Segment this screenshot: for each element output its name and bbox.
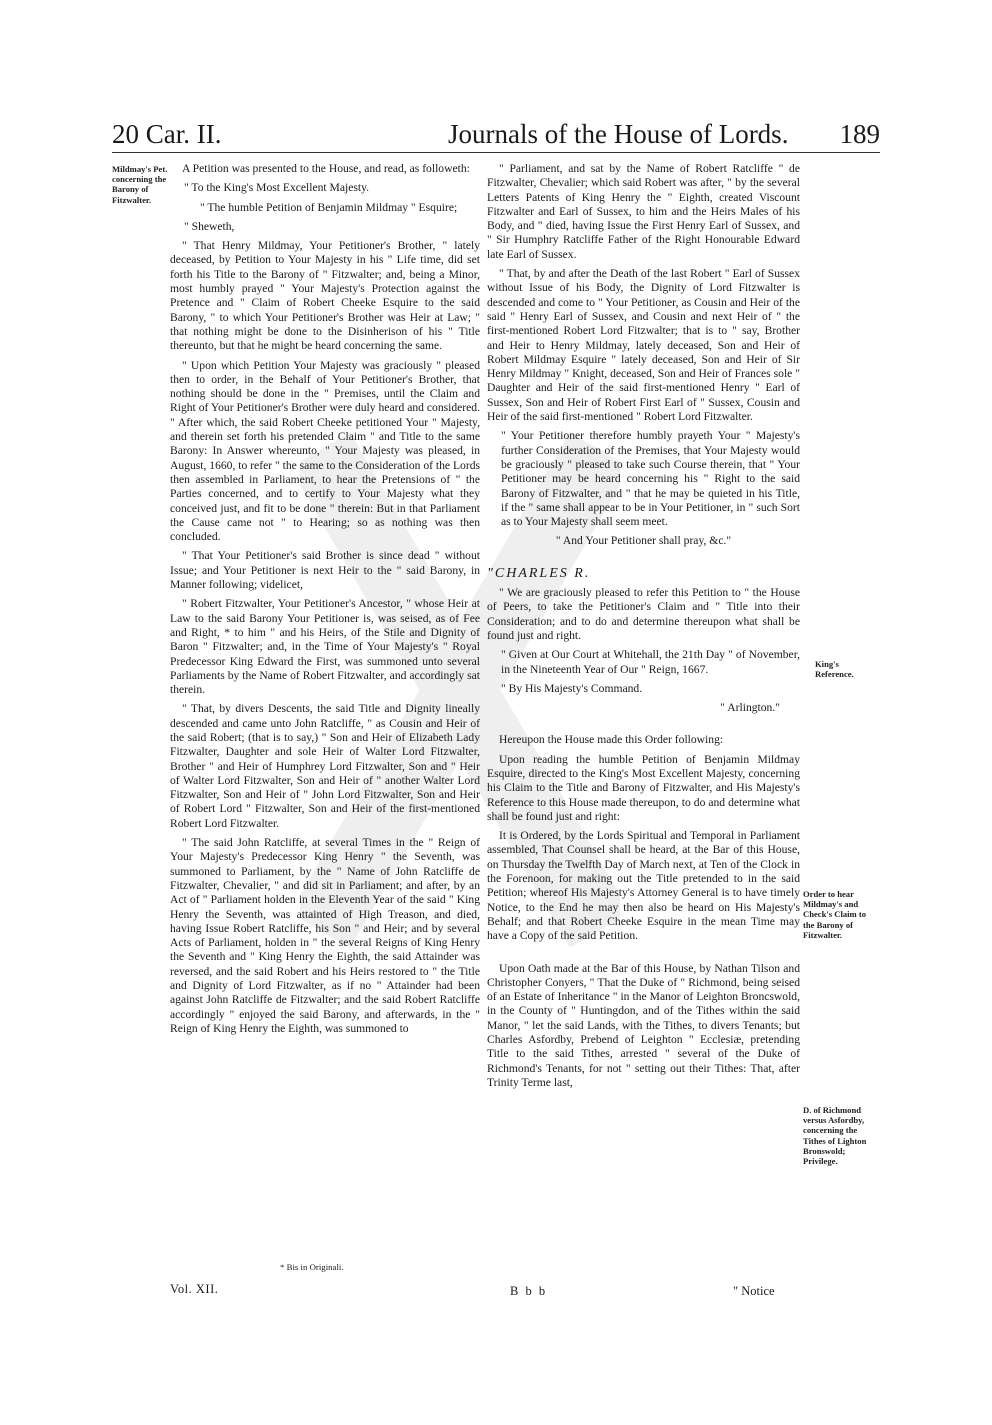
margin-note-mildmay: Mildmay's Pet. concerning the Barony of Fitzwalter. — [112, 164, 168, 205]
footnote: * Bis in Originali. — [280, 1262, 344, 1272]
countersignature: " Arlington." — [720, 701, 780, 715]
catchword: " Notice — [733, 1284, 775, 1298]
paragraph: " That Henry Mildmay, Your Petitioner's Brother, " lately deceased, by Petition to Your Majesty in his " Life time, did set forth his Title to the Barony of " Fitzwalter; and, being a Minor, most humbly prayed " Your Majesty's Protection against the Pretence and " Claim of Robert Cheeke Esquire to the said Barony, " to which Your Petitioner's Brother was Heir at Law; " that nothing might be done to the Disinherison of his " Title thereunto, but that he might be heard concerning the same. — [170, 239, 480, 353]
paragraph: " Given at Our Court at Whitehall, the 21th Day " of November, in the Nineteenth Year of Our " Reign, 1667. — [501, 648, 800, 676]
left-column — [170, 162, 480, 1041]
paragraph: A Petition was presented to the House, and read, as followeth: — [182, 162, 470, 175]
paragraph: " Robert Fitzwalter, Your Petitioner's Ancestor, " whose Heir at Law to the said Barony Your Petitioner is, was seised, as of Fee and Right, * to him " and his Heirs, of the Stile and Dignity of Baron " Fitzwalter; and, in the Time of Your Majesty's " Royal Predecessor King Edward the First, was summoned unto several Parliaments by the Name of Robert Fitzwalter, and accordingly sat therein. — [170, 597, 480, 697]
paragraph: " Sheweth, — [184, 219, 235, 233]
margin-note-richmond: D. of Richmond versus Asfordby, concerning the Tithes of Lighton Bronswold; Privilege. — [803, 1105, 867, 1167]
paragraph: " To the King's Most Excellent Majesty. — [184, 181, 370, 195]
paragraph: " By His Majesty's Command. — [501, 681, 643, 695]
header-page-number: 189 — [839, 119, 880, 149]
header-regnal-year: 20 Car. II. — [112, 119, 222, 149]
paragraph: " The humble Petition of Benjamin Mildmay " Esquire; — [200, 200, 458, 214]
header-title: Journals of the House of Lords. — [448, 119, 789, 149]
paragraph: Hereupon the House made this Order following: — [499, 733, 724, 747]
paragraph: " That, by divers Descents, the said Title and Dignity lineally descended and came unto John Ratcliffe, " as Cousin and Heir of the said Robert; (that is to say,) " Son and Heir of Elizabeth Lady Fitzwalter, Daughter and sole Heir of Walter Lord Fitzwalter, Brother " and Heir of Humphrey Lord Fitzwalter, Son and " Heir of Walter Lord Fitzwalter, Son and Heir of " another Walter Lord Fitzwalter, Son and Heir of " John Lord Fitzwalter, Son and Heir of Robert Lord " Fitzwalter, Son and Heir of the first-mentioned Robert Lord Fitzwalter. — [170, 702, 480, 830]
paragraph: " And Your Petitioner shall pray, &c." — [555, 534, 732, 548]
paragraph: " That, by and after the Death of the last Robert " Earl of Sussex without Issue of his Body, the Dignity of Lord Fitzwalter is descended and come to " Your Petitioner, as Cousin and Heir of the said " Henry Earl of Sussex, and Cousin and next Heir of " the first-mentioned Robert Lord Fitzwalter; that is to " say, Brother and Heir to Henry Mildmay, lately deceased, Son and Heir of Robert Mildmay Esquire " lately deceased, Son and Heir of Sir Henry Mildmay " Knight, deceased, Son and Heir of Frances sole " Daughter and Heir of the said first-mentioned Henry " Earl of Sussex, Son and Heir of Robert First Earl of " Sussex, Cousin and Heir of the said first-mentioned " Robert Lord Fitzwalter. — [487, 267, 800, 424]
paragraph: It is Ordered, by the Lords Spiritual and Temporal in Parliament assembled, That Counsel shall be heard, at the Bar of this House, on Thursday the Twelfth Day of March next, at Ten of the Clock in the Forenoon, for making out the Title pretended to in the said Petition; whereof His Majesty's Attorney General is to have timely Notice, to the End he may then also be heard on His Majesty's Behalf; and that Robert Cheeke Esquire in the mean Time may have a Copy of the said Petition. — [487, 829, 800, 943]
paragraph: " The said John Ratcliffe, at several Times in the " Reign of Your Majesty's Predecessor King Henry " the Seventh, was summoned to Parliament, by the " Name of John Ratcliffe de Fitzwalter, Chevalier, " and did sit in Parliament; and after, by an Act of " Parliament holden in the Eleventh Year of the said " King Henry the Seventh, was attainted of High Treason, and died, having Issue Robert Ratcliffe, his Son " and Heir; and by several Acts of Parliament, holden in " the several Reigns of King Henry the Seventh and " King Henry the Eighth, the said Attainder was reversed, and the said Robert and his Heirs restored to " the Title and Dignity of Lord Fitzwalter, as if no " Attainder had been against John Ratcliffe de Fitzwalter; and the said Robert Ratcliffe accordingly " enjoyed the said Barony, and afterwards, in the " Reign of King Henry the Eighth, was summoned to — [170, 836, 480, 1035]
paragraph: " Upon which Petition Your Majesty was graciously " pleased then to order, in the Behalf of Your Petitioner's Brother, that nothing should be done in the " Premises, until the Claim and Right of Your Petitioner's Brother were duly heard and considered. " After which, the said Robert Cheeke petitioned Your " Majesty, and therein set forth his pretended Claim " and Title to the same Barony: In Answer whereunto, " Your Majesty was pleased, in August, 1660, to refer " the same to the Consideration of the Lords then assembled in Parliament, to hear the Pretensions of " the Parties concerned, and to certify to Your Majesty what they conceived just, and fit to be done " therein: But in that Parliament the Cause came not " to Hearing; so as nothing was then concluded. — [170, 358, 480, 544]
paragraph: Upon Oath made at the Bar of this House, by Nathan Tilson and Christopher Conyers, " That the Duke of " Richmond, being seised of an Estate of Inheritance " in the Manor of Leighton Broncswold, in the County of " Huntingdon, and of the Tithes within the said Manor, " let the said Lands, with the Tithes, to divers Tenants; but Charles Asfordby, Prebend of Leighton " Ecclesiæ, pretending Title to the said Tithes, arrested " several of the Duke of Richmond's Tenants, for not " setting out their Tithes: That, after Trinity Terme last, — [487, 961, 800, 1089]
right-column — [487, 162, 800, 1095]
paragraph: " We are graciously pleased to refer this Petition to " the House of Peers, to take the Petitioner's Claim and " Title into their Consideration; and to do and determine thereupon what shall be found just and right. — [487, 586, 800, 642]
volume-number: Vol. XII. — [170, 1282, 219, 1296]
royal-signature: "CHARLES R. — [487, 565, 591, 581]
margin-note-order: Order to hear Mildmay's and Check's Claim to the Barony of Fitzwalter. — [803, 889, 867, 940]
margin-note-kings-reference: King's Reference. — [815, 659, 854, 680]
paragraph: " Parliament, and sat by the Name of Robert Ratcliffe " de Fitzwalter, Chevalier; which said Robert was after, " by the several Letters Patents of King Henry the " Eighth, created Viscount Fitzwalter and Earl of Sussex, to him and the Heirs Males of his Body, and " died, having Issue the First Henry Earl of Sussex, and " Sir Humphry Ratcliffe Father of the Right Honourable Edward late Earl of Sussex. — [487, 162, 800, 261]
paragraph: " That Your Petitioner's said Brother is since dead " without Issue; and Your Petitioner is next Heir to the " said Barony, in Manner following; videlicet, — [170, 549, 480, 592]
header-rule — [112, 152, 880, 153]
paragraph: " Your Petitioner therefore humbly prayeth Your " Majesty's further Consideration of the Premises, that Your Majesty would be graciously " pleased to take such Course therein, that " Your Petitioner may be heard concerning his " Right to the said Barony of Fitzwalter, and " that he may be quieted in his Title, if the " same shall appear to be in Your Petitioner, in " such Sort as to Your Majesty shall seem meet. — [501, 429, 800, 529]
signature-mark: B b b — [510, 1284, 548, 1298]
paragraph: Upon reading the humble Petition of Benjamin Mildmay Esquire, directed to the King's Most Excellent Majesty, concerning his Claim to the Title and Barony of Fitzwalter, and His Majesty's Reference to this House made thereupon, to do and determine what shall be found just and right: — [487, 752, 800, 823]
